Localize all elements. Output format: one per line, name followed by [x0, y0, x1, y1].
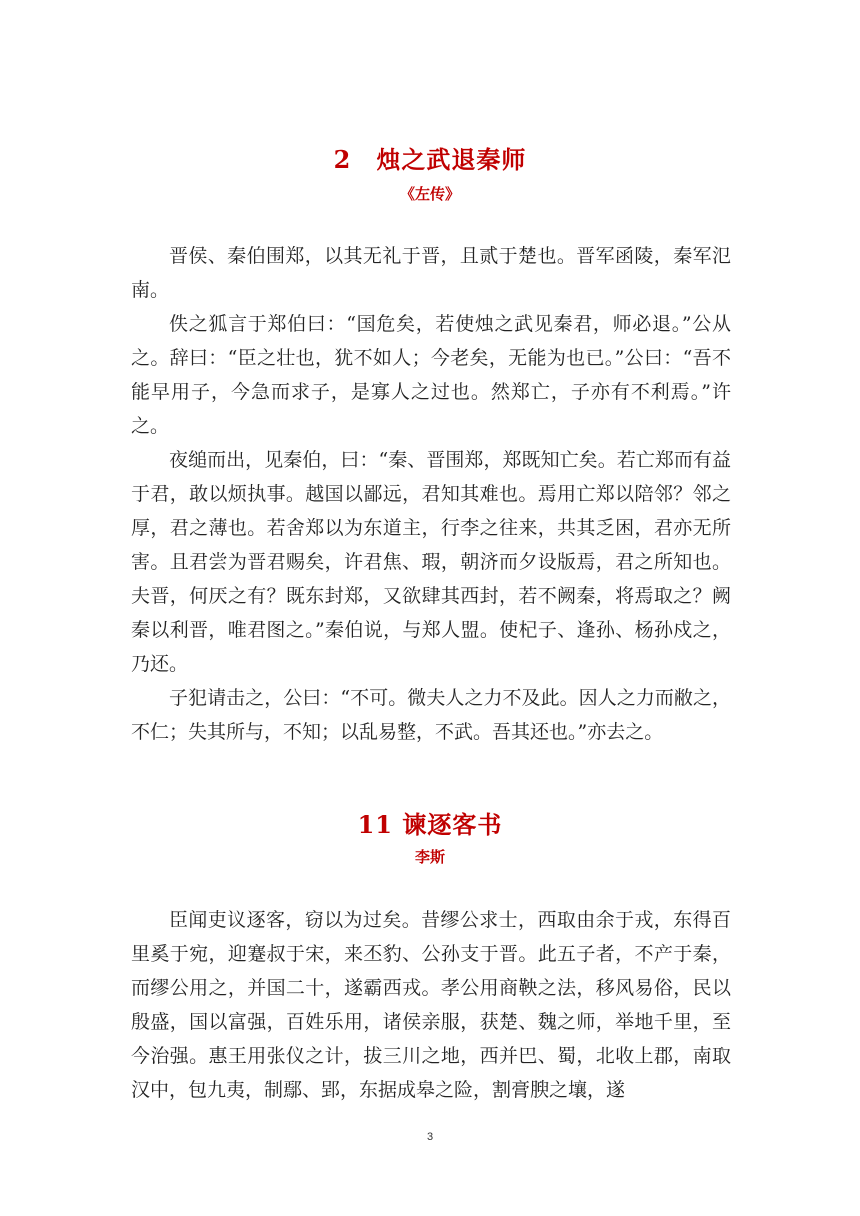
paragraph: 子犯请击之，公曰：“不可。微夫人之力不及此。因人之力而敝之，不仁；失其所与，不知；以乱易整，不武。吾其还也。”亦去之。	[131, 687, 731, 743]
paragraph: 夜缒而出，见秦伯，曰：“秦、晋围郑，郑既知亡矣。若亡郑而有益于君，敢以烦执事。越国以鄙远，君知其难也。焉用亡郑以陪邻？邻之厚，君之薄也。若舍郑以为东道主，行李之往来，共其乏困，君亦无所害。且君尝为晋君赐矣，许君焦、瑕，朝济而夕设版焉，君之所知也。夫晋，何厌之有？既东封郑，又欲肆其西封，若不阙秦，将焉取之？阙秦以利晋，唯君图之。”秦伯说，与郑人盟。使杞子、逢孙、杨孙戍之，乃还。	[131, 449, 731, 675]
page-number: 3	[426, 1131, 434, 1143]
section-body	[131, 903, 731, 1107]
section-body	[131, 239, 731, 749]
paragraph: 晋侯、秦伯围郑，以其无礼于晋，且贰于楚也。晋军函陵，秦军氾南。	[131, 245, 731, 301]
paragraph: 臣闻吏议逐客，窃以为过矣。昔缪公求士，西取由余于戎，东得百里奚于宛，迎蹇叔于宋，来丕豹、公孙支于晋。此五子者，不产于秦，而缪公用之，并国二十，遂霸西戎。孝公用商鞅之法，移风易俗，民以殷盛，国以富强，百姓乐用，诸侯亲服，获楚、魏之师，举地千里，至今治强。惠王用张仪之计，拔三川之地，西并巴、蜀，北收上郡，南取汉中，包九夷，制鄢、郢，东据成皋之险，割膏腴之壤，遂	[131, 909, 731, 1101]
section-author: 《左传》	[399, 185, 460, 203]
paragraph: 佚之狐言于郑伯曰：“国危矣，若使烛之武见秦君，师必退。”公从之。辞曰：“臣之壮也，犹不如人；今老矣，无能为也已。”公曰：“吾不能早用子，今急而求子，是寡人之过也。然郑亡，子亦有不利焉。”许之。	[131, 313, 731, 437]
section-title: 2 烛之武退秦师	[333, 145, 527, 174]
section-title: 11 谏逐客书	[357, 810, 503, 839]
section-author: 李斯	[414, 848, 445, 866]
